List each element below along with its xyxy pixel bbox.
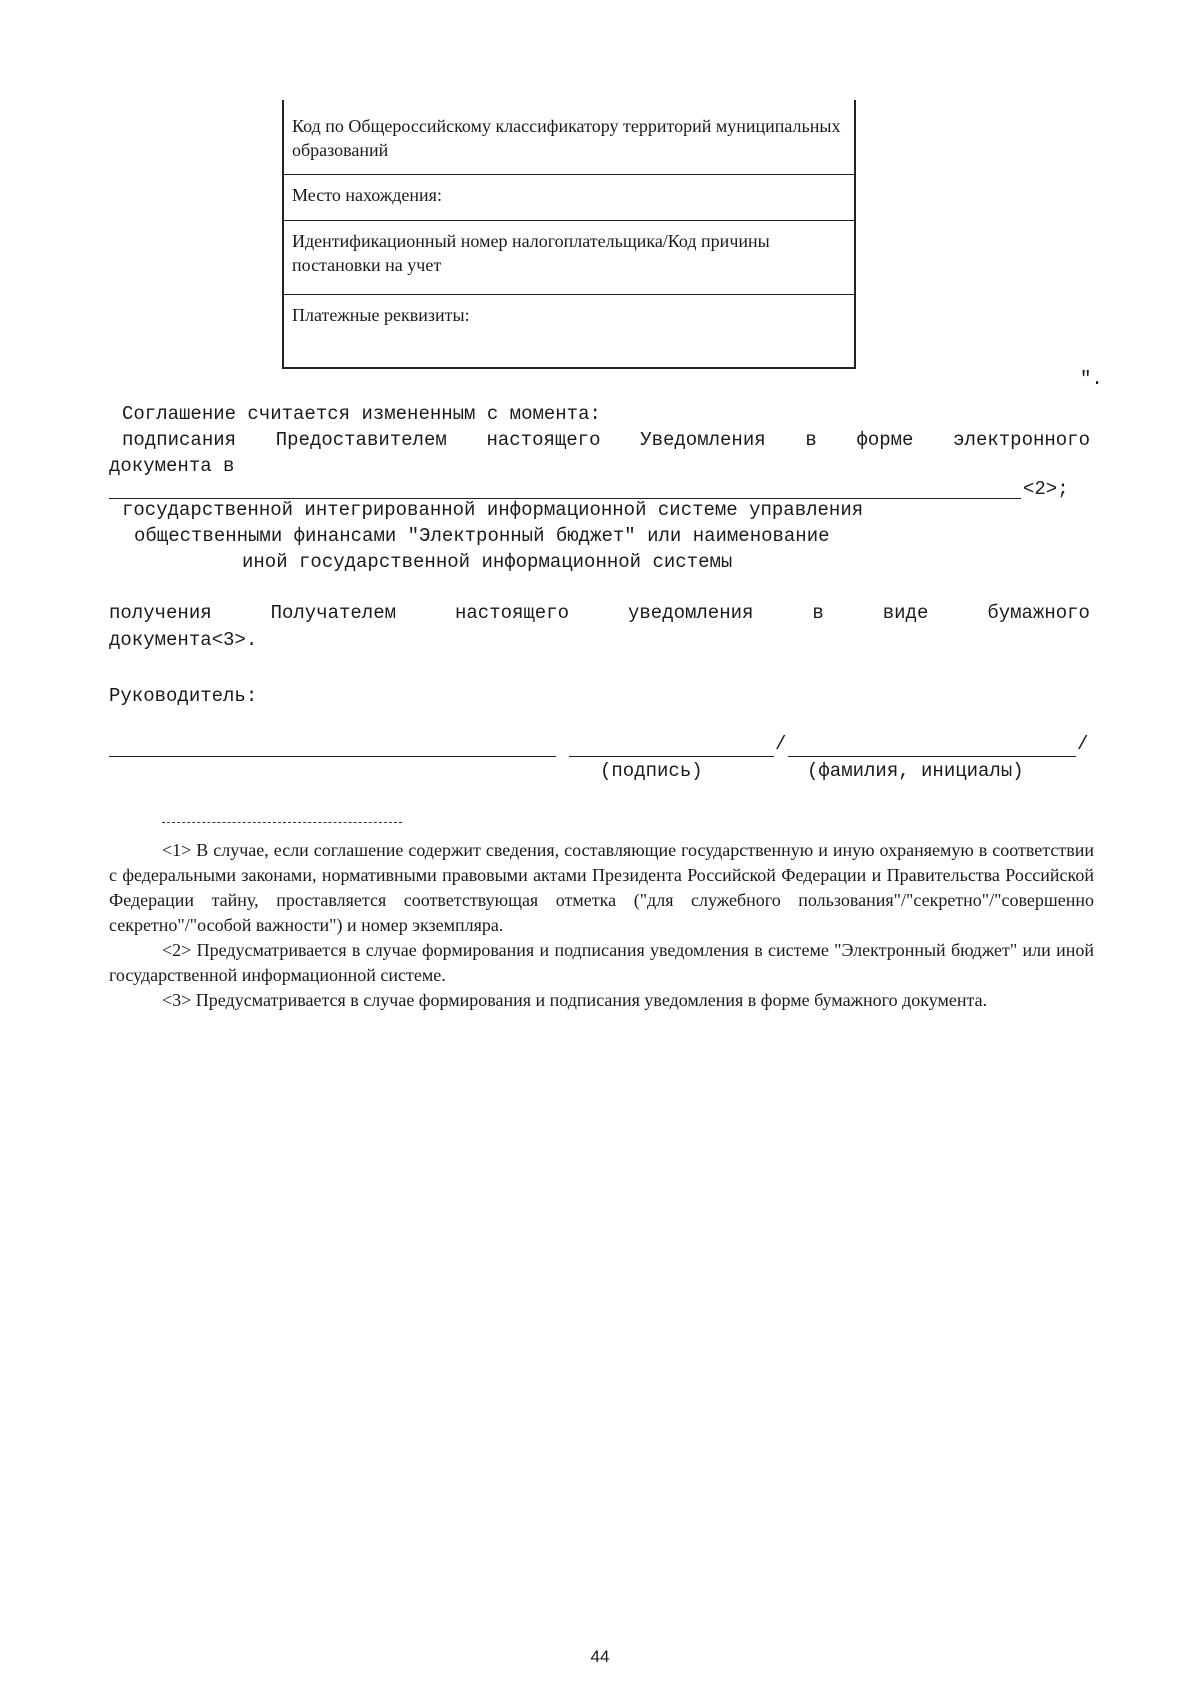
- agreement-line-5: документа<3>.: [109, 629, 258, 651]
- signature-separator-slash: /: [775, 733, 787, 755]
- name-fill-line: [788, 756, 1076, 757]
- word: в: [805, 429, 817, 451]
- page-number: 44: [590, 1647, 610, 1666]
- word: получения: [109, 602, 212, 624]
- footnote-separator: [162, 822, 402, 823]
- signature-label: Руководитель:: [109, 685, 258, 707]
- word: форме: [856, 429, 914, 451]
- name-caption: (фамилия, инициалы): [807, 760, 1024, 782]
- word: подписания: [122, 429, 237, 451]
- agreement-line-2: [122, 427, 1090, 454]
- table-row-location: Место нахождения:: [284, 175, 854, 221]
- word: бумажного: [987, 602, 1090, 624]
- word: Уведомления: [640, 429, 766, 451]
- caption-line-1: государственной интегрированной информационной системе управления: [122, 499, 864, 521]
- agreement-line-1: Соглашение считается измененным с момента:: [122, 403, 601, 425]
- table-row-oktmo: Код по Общероссийскому классификатору территорий муниципальных образований: [284, 100, 854, 175]
- word: Предоставителем: [275, 429, 447, 451]
- word: виде: [882, 602, 929, 624]
- word: электронного: [953, 429, 1090, 451]
- signature-caption: (подпись): [600, 760, 703, 782]
- word: уведомления: [627, 602, 754, 624]
- footnotes-block: [109, 838, 1094, 1013]
- caption-line-2: общественными финансами "Электронный бюджет" или наименование: [134, 525, 830, 547]
- name-closing-slash: /: [1077, 733, 1089, 755]
- caption-line-3: иной государственной информационной системы: [242, 551, 733, 573]
- position-fill-line: [109, 756, 556, 757]
- signature-fill-line: [569, 756, 774, 757]
- agreement-line-3: документа в: [109, 455, 235, 477]
- requisites-table: [282, 100, 856, 369]
- agreement-line-4: [109, 600, 1090, 627]
- table-row-inn-kpp: Идентификационный номер налогоплательщика/Код причины постановки на учет: [284, 221, 854, 295]
- word: в: [812, 602, 824, 624]
- word: Получателем: [270, 602, 397, 624]
- footnote-2: <2> Предусматривается в случае формирования и подписания уведомления в системе "Электронный бюджет" или иной государственной информационной системе.: [109, 940, 1094, 985]
- word: настоящего: [454, 602, 570, 624]
- footnote-3: <3> Предусматривается в случае формирования и подписания уведомления в форме бумажного документа.: [162, 990, 988, 1010]
- footnote-1: <1> В случае, если соглашение содержит сведения, составляющие государственную и иную охраняемую в соответствии с федеральными законами, нормативными правовыми актами Президента Российской Федерации и Правительства Российской Федерации тайну, проставляется соответствующая отметка ("для служебного пользования"/"секретно"/"совершенно секретно"/"особой важности") и номер экземпляра.: [109, 840, 1094, 935]
- table-row-payment-details: Платежные реквизиты:: [292, 305, 470, 325]
- footnote-ref-2: <2>;: [1023, 478, 1069, 500]
- word: настоящего: [486, 429, 601, 451]
- closing-quote-mark: ".: [1080, 368, 1103, 390]
